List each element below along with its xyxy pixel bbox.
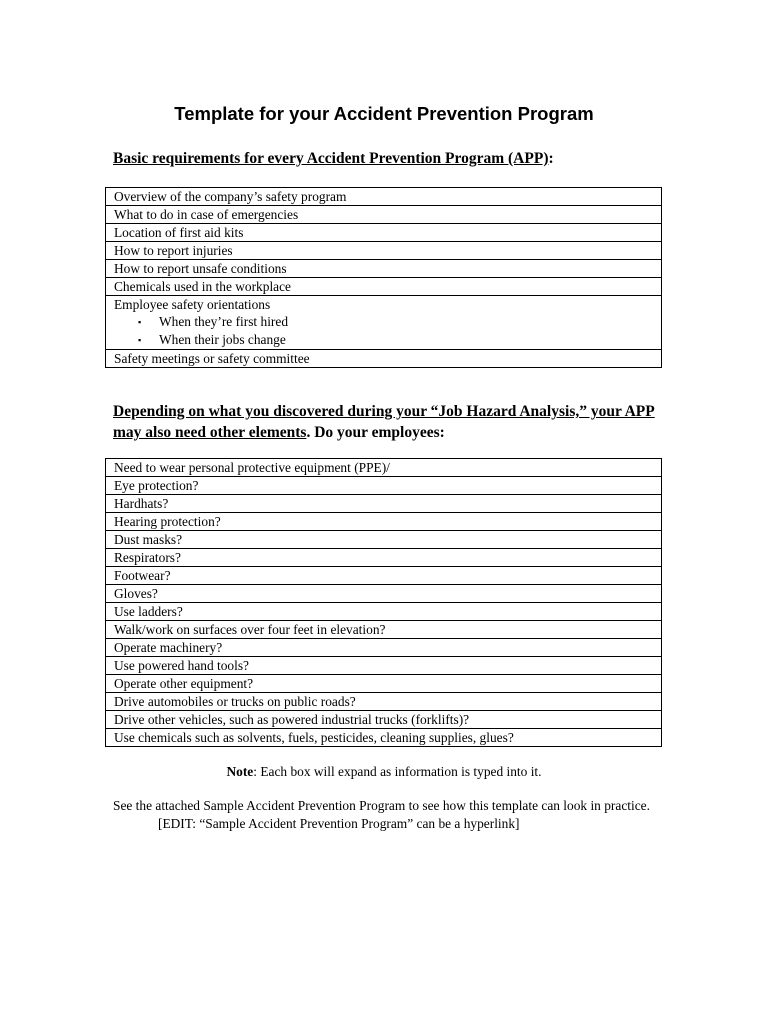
table-row xyxy=(106,350,662,368)
table-row xyxy=(106,188,662,206)
table-row xyxy=(106,711,662,729)
table-row xyxy=(106,459,662,477)
basic-requirements-heading-colon: : xyxy=(548,150,554,167)
table-row xyxy=(106,657,662,675)
table-row xyxy=(106,242,662,260)
table-row xyxy=(106,278,662,296)
table-cell[interactable]: Use ladders? xyxy=(106,603,662,621)
table-cell[interactable]: Walk/work on surfaces over four feet in elevation? xyxy=(106,621,662,639)
bullet-text: When their jobs change xyxy=(159,332,286,347)
table-cell[interactable]: Gloves? xyxy=(106,585,662,603)
table-row xyxy=(106,531,662,549)
note-line xyxy=(0,764,768,780)
table-cell[interactable]: Hearing protection? xyxy=(106,513,662,531)
table-row xyxy=(106,296,662,350)
table-row xyxy=(106,206,662,224)
ppe-label: Need to wear personal protective equipment (PPE)/ xyxy=(114,460,390,475)
table-cell[interactable]: Drive automobiles or trucks on public roads? xyxy=(106,693,662,711)
table-cell[interactable]: Operate other equipment? xyxy=(106,675,662,693)
table-cell[interactable]: Dust masks? xyxy=(106,531,662,549)
table-row xyxy=(106,585,662,603)
table-cell[interactable]: Use chemicals such as solvents, fuels, pesticides, cleaning supplies, glues? xyxy=(106,729,662,747)
table-row xyxy=(106,495,662,513)
table-cell[interactable]: Operate machinery? xyxy=(106,639,662,657)
depending-heading-rest: . Do your employees: xyxy=(306,424,445,441)
table-cell[interactable]: Respirators? xyxy=(106,549,662,567)
edit-note: [EDIT: “Sample Accident Prevention Program” can be a hyperlink] xyxy=(158,816,520,831)
see-sample-text: See the attached Sample Accident Prevention Program to see how this template can look in practice. xyxy=(113,798,650,813)
bullet-icon: ▪ xyxy=(138,317,142,327)
table-row xyxy=(106,675,662,693)
note-label: Note xyxy=(226,764,254,779)
table-cell[interactable]: Use powered hand tools? xyxy=(106,657,662,675)
table-row xyxy=(106,260,662,278)
closing-paragraph xyxy=(113,797,673,833)
table-row xyxy=(106,477,662,495)
employee-questions-table xyxy=(105,458,662,747)
table-cell[interactable]: Overview of the company’s safety program xyxy=(106,188,662,206)
bullet-item xyxy=(114,331,661,349)
bullet-item xyxy=(114,313,661,331)
note-text: : Each box will expand as information is typed into it. xyxy=(253,764,542,779)
table-cell[interactable]: How to report unsafe conditions xyxy=(106,260,662,278)
table-row xyxy=(106,224,662,242)
table-cell[interactable]: Location of first aid kits xyxy=(106,224,662,242)
table-cell[interactable]: What to do in case of emergencies xyxy=(106,206,662,224)
basic-requirements-heading-text: Basic requirements for every Accident Prevention Program (APP) xyxy=(113,150,549,167)
depending-heading xyxy=(113,401,673,443)
table-cell[interactable]: Chemicals used in the workplace xyxy=(106,278,662,296)
table-row xyxy=(106,567,662,585)
table-row xyxy=(106,639,662,657)
basic-requirements-heading xyxy=(113,150,554,168)
table-cell-orientations[interactable] xyxy=(106,296,662,350)
table-row xyxy=(106,513,662,531)
depending-heading-text: Depending on what you discovered during your “Job Hazard Analysis,” your APP may also need other elements xyxy=(113,403,655,441)
bullet-text: When they’re first hired xyxy=(159,314,289,329)
table-row xyxy=(106,621,662,639)
table-cell[interactable]: Footwear? xyxy=(106,567,662,585)
table-cell-ppe[interactable] xyxy=(106,459,662,477)
table-row xyxy=(106,549,662,567)
table-row xyxy=(106,603,662,621)
basic-requirements-table xyxy=(105,187,662,368)
table-cell[interactable]: Drive other vehicles, such as powered industrial trucks (forklifts)? xyxy=(106,711,662,729)
table-row xyxy=(106,729,662,747)
page-title: Template for your Accident Prevention Program xyxy=(174,103,594,124)
table-cell[interactable]: Safety meetings or safety committee xyxy=(106,350,662,368)
table-cell[interactable]: Eye protection? xyxy=(106,477,662,495)
table-cell[interactable]: Hardhats? xyxy=(106,495,662,513)
table-row xyxy=(106,693,662,711)
bullet-icon: ▪ xyxy=(138,335,142,345)
orientations-label: Employee safety orientations xyxy=(114,297,271,312)
table-cell[interactable]: How to report injuries xyxy=(106,242,662,260)
